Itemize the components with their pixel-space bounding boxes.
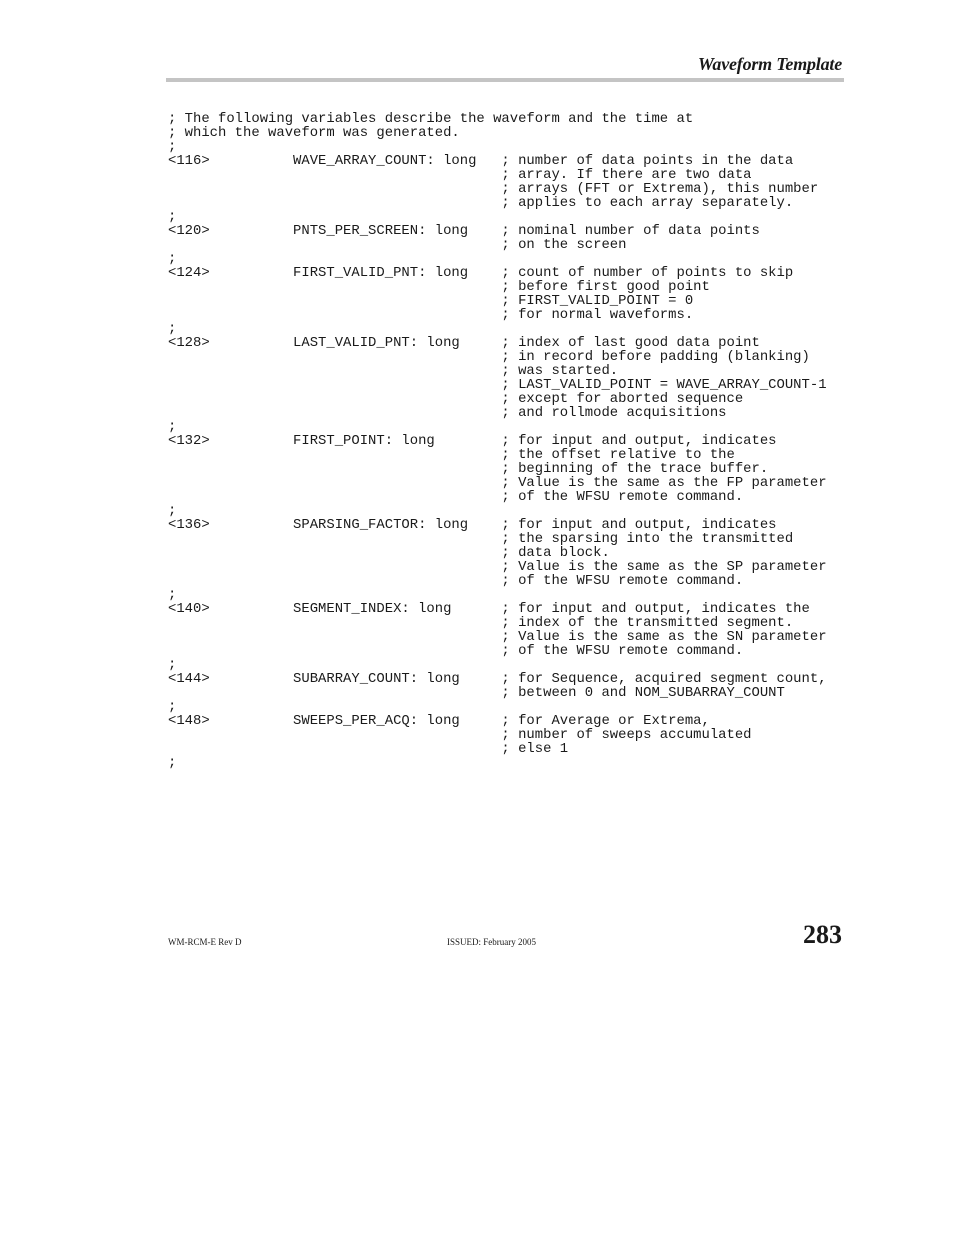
code-line: <116> WAVE_ARRAY_COUNT: long ; number of data points in the data xyxy=(168,153,794,169)
code-line: ; index of the transmitted segment. xyxy=(168,615,794,631)
code-listing xyxy=(168,112,827,770)
code-line: ; arrays (FFT or Extrema), this number xyxy=(168,181,819,197)
code-line: ; xyxy=(168,139,177,155)
code-line: ; the sparsing into the transmitted xyxy=(168,531,794,547)
code-line: ; of the WFSU remote command. xyxy=(168,573,744,589)
code-line: ; xyxy=(168,587,177,603)
code-line: ; of the WFSU remote command. xyxy=(168,643,744,659)
code-line: ; xyxy=(168,755,177,771)
code-line: ; array. If there are two data xyxy=(168,167,752,183)
page-header-title: Waveform Template xyxy=(697,54,842,74)
code-line: ; of the WFSU remote command. xyxy=(168,489,744,505)
code-line: ; LAST_VALID_POINT = WAVE_ARRAY_COUNT-1 xyxy=(168,377,827,393)
code-line: ; Value is the same as the FP parameter xyxy=(168,475,827,491)
code-line: ; xyxy=(168,699,177,715)
code-line: <124> FIRST_VALID_PNT: long ; count of number of points to skip xyxy=(168,265,794,281)
code-line: ; xyxy=(168,321,177,337)
code-line: ; number of sweeps accumulated xyxy=(168,727,752,743)
code-line: <128> LAST_VALID_PNT: long ; index of last good data point xyxy=(168,335,760,351)
code-line: ; on the screen xyxy=(168,237,627,253)
code-line: ; the offset relative to the xyxy=(168,447,735,463)
code-line: <140> SEGMENT_INDEX: long ; for input and output, indicates the xyxy=(168,601,810,617)
code-line: ; between 0 and NOM_SUBARRAY_COUNT xyxy=(168,685,785,701)
code-line: ; data block. xyxy=(168,545,610,561)
code-line: <132> FIRST_POINT: long ; for input and output, indicates xyxy=(168,433,777,449)
code-line: ; in record before padding (blanking) xyxy=(168,349,810,365)
code-line: ; Value is the same as the SP parameter xyxy=(168,559,827,575)
code-line: ; which the waveform was generated. xyxy=(168,125,460,141)
code-line: ; xyxy=(168,503,177,519)
footer-doc-id: WM-RCM-E Rev D xyxy=(168,937,242,947)
code-line: ; FIRST_VALID_POINT = 0 xyxy=(168,293,694,309)
code-line: <144> SUBARRAY_COUNT: long ; for Sequence, acquired segment count, xyxy=(168,671,827,687)
code-line: <120> PNTS_PER_SCREEN: long ; nominal number of data points xyxy=(168,223,760,239)
code-line: ; applies to each array separately. xyxy=(168,195,794,211)
code-line: ; xyxy=(168,419,177,435)
code-line: ; for normal waveforms. xyxy=(168,307,694,323)
code-line: ; except for aborted sequence xyxy=(168,391,744,407)
code-line: ; xyxy=(168,209,177,225)
code-line: ; was started. xyxy=(168,363,619,379)
code-line: ; beginning of the trace buffer. xyxy=(168,461,769,477)
header-divider xyxy=(166,78,844,82)
code-line: ; xyxy=(168,657,177,673)
page-number: 283 xyxy=(803,920,842,949)
code-line: ; and rollmode acquisitions xyxy=(168,405,727,421)
footer-issued-date: ISSUED: February 2005 xyxy=(447,937,536,947)
code-line: <148> SWEEPS_PER_ACQ: long ; for Average or Extrema, xyxy=(168,713,710,729)
code-line: ; Value is the same as the SN parameter xyxy=(168,629,827,645)
code-line: ; The following variables describe the waveform and the time at xyxy=(168,111,694,127)
code-line: ; else 1 xyxy=(168,741,569,757)
code-line: ; xyxy=(168,251,177,267)
code-line: <136> SPARSING_FACTOR: long ; for input and output, indicates xyxy=(168,517,777,533)
code-line: ; before first good point xyxy=(168,279,710,295)
